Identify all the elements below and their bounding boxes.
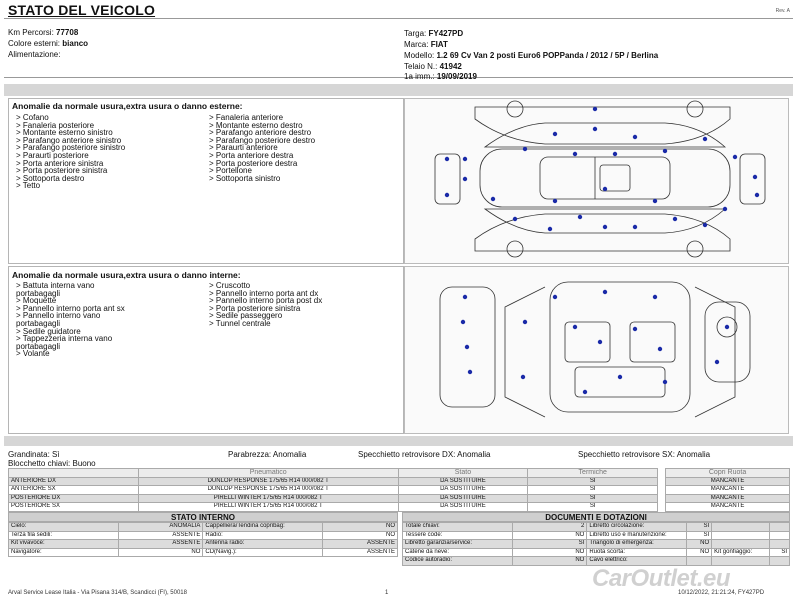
field-label: Terza fila sedili: <box>9 531 119 540</box>
table-row <box>403 557 790 566</box>
field-value: NO <box>687 540 712 549</box>
field-label <box>712 557 770 566</box>
field-label: Libretto uso e manutenzione: <box>587 531 687 540</box>
table-row <box>9 540 398 549</box>
field-label: Kit vivavoce: <box>9 540 119 549</box>
field-value: NO <box>512 548 587 557</box>
specchietto-dx-status: Specchietto retrovisore DX: Anomalia <box>358 450 491 459</box>
targa-label: Targa: <box>404 29 427 38</box>
field-value: SI <box>770 548 790 557</box>
tyre-state: DA SOSTITUIRE <box>398 486 528 495</box>
field-label: Cielo: <box>9 523 119 532</box>
documenti-title: DOCUMENTI E DOTAZIONI <box>402 512 790 522</box>
vehicle-info-box <box>4 18 793 78</box>
tyre-thermal: SI <box>528 486 658 495</box>
color-value: bianco <box>62 39 89 48</box>
km-value: 77708 <box>56 28 79 37</box>
tyre-cover: MANCANTE <box>666 486 790 495</box>
telaio-label: Telaio N.: <box>404 62 438 71</box>
field-label: Antenna radio: <box>203 540 323 549</box>
fuel-label: Alimentazione: <box>8 50 61 59</box>
table-row <box>403 540 790 549</box>
modello-label: Modello: <box>404 51 435 60</box>
tyre-state: DA SOSTITUIRE <box>398 477 528 486</box>
field-value: 2 <box>512 523 587 532</box>
table-row <box>403 523 790 532</box>
table-row <box>9 548 398 557</box>
imm-label: 1a imm.: <box>404 72 435 81</box>
field-label: Cavo elettrico: <box>587 557 687 566</box>
internal-car-diagram <box>404 266 789 434</box>
field-label <box>712 540 770 549</box>
damage-markers <box>445 107 759 231</box>
external-damage-title: Anomalie da normale usura,extra usura o danno esterne: <box>12 101 243 111</box>
interior-damage-markers <box>461 290 729 394</box>
table-row <box>9 486 790 495</box>
field-label: Ruota scorta: <box>587 548 687 557</box>
page-title: STATO DEL VEICOLO <box>8 2 156 18</box>
field-label: Libretto garanzia/service: <box>403 540 513 549</box>
separator-band <box>4 84 793 96</box>
table-row <box>403 548 790 557</box>
field-value: SI <box>687 531 712 540</box>
col-header-termiche: Termiche <box>528 469 658 478</box>
blocchetto-status: Blocchetto chiavi: Buono <box>8 459 96 468</box>
modello-value: 1.2 69 Cv Van 2 posti Euro6 POPPanda / 2012 / 5P / Berlina <box>436 51 659 60</box>
tyre-position: ANTERIORE DX <box>9 477 139 486</box>
tyre-position: POSTERIORE DX <box>9 494 139 503</box>
targa-value: FY427PD <box>428 29 464 38</box>
tyre-thermal: SI <box>528 477 658 486</box>
table-row <box>9 523 398 532</box>
telaio-value: 41942 <box>439 62 462 71</box>
targa-row <box>404 29 463 38</box>
col-header-copri-ruota: Copri Ruota <box>666 469 790 478</box>
col-header-blank <box>9 469 139 478</box>
field-label: Cappelliera/Tendina copribag: <box>203 523 323 532</box>
documenti-panel <box>402 512 790 566</box>
field-value: SI <box>512 540 587 549</box>
field-label <box>712 523 770 532</box>
grandinata-status: Grandinata: Sì <box>8 450 60 459</box>
col-header-pneumatico: Pneumatico <box>138 469 398 478</box>
internal-damage-panel <box>8 266 404 434</box>
tyre-model: PIRELLI WINTER 175/65 R14 000/082 T <box>138 503 398 512</box>
field-label: Libretto circolazione: <box>587 523 687 532</box>
field-label: Kit gonfiaggio: <box>712 548 770 557</box>
table-row <box>9 494 790 503</box>
car-interior-sketch <box>405 267 790 435</box>
tyre-state: DA SOSTITUIRE <box>398 494 528 503</box>
footer-timestamp: 10/12/2022, 21:21:24, FY427PD <box>678 590 765 596</box>
color-row <box>8 39 88 48</box>
tyre-thermal: SI <box>528 503 658 512</box>
tyres-table-wrap <box>8 468 790 512</box>
col-spacer <box>658 469 666 478</box>
field-value: NO <box>118 548 203 557</box>
tyre-model: PIRELLI WINTER 175/65 R14 000/082 T <box>138 494 398 503</box>
tyre-position: POSTERIORE SX <box>9 503 139 512</box>
color-label: Colore esterni: <box>8 39 61 48</box>
external-damage-list-right: > Fanaleria anteriore > Montante esterno destro > Parafango anteriore destro > Parafango posteriore destro > Paraurti anteriore > Porta anteriore destra > Porta posteriore destra > Portellone > Sottoporta sinistro <box>209 113 316 183</box>
field-label: Catene da neve: <box>403 548 513 557</box>
specchietto-sx-status: Specchietto retrovisore SX: Anomalia <box>578 450 711 459</box>
external-car-diagram <box>404 98 789 264</box>
marca-label: Marca: <box>404 40 429 49</box>
tyre-model: DUNLOP RESPONSE 175/65 R14 000/082 T <box>138 486 398 495</box>
footer-address: Arval Service Lease Italia - Via Pisana 314/B, Scandicci (FI), 50018 <box>8 590 187 596</box>
parabrezza-status: Parabrezza: Anomalia <box>228 450 307 459</box>
watermark-logo: CarOutlet.eu <box>592 565 731 592</box>
field-label: Tessere code: <box>403 531 513 540</box>
tyre-cover: MANCANTE <box>666 477 790 486</box>
field-value: ASSENTE <box>118 531 203 540</box>
table-row <box>403 531 790 540</box>
field-value: NO <box>512 531 587 540</box>
field-label: Radio: <box>203 531 323 540</box>
field-value <box>770 523 790 532</box>
field-value: NO <box>687 548 712 557</box>
tyre-state: DA SOSTITUIRE <box>398 503 528 512</box>
tyre-model: DUNLOP RESPONSE 175/65 R14 000/082 T <box>138 477 398 486</box>
field-value <box>770 540 790 549</box>
field-value <box>687 557 712 566</box>
field-value: NO <box>512 557 587 566</box>
field-value: NO <box>323 523 398 532</box>
table-row <box>9 503 790 512</box>
col-header-stato: Stato <box>398 469 528 478</box>
internal-damage-list-right: > Cruscotto > Pannello interno porta ant dx > Pannello interno porta post dx > Porta posteriore sinistra > Sedile passeggero > Tunnel centrale <box>209 281 323 328</box>
revision-label: Rev. A <box>775 8 790 14</box>
km-row <box>8 28 78 37</box>
field-value: NO <box>323 531 398 540</box>
separator-band-2 <box>4 436 793 446</box>
stato-interno-table <box>8 522 398 557</box>
field-label <box>712 531 770 540</box>
field-value: ASSENTE <box>323 548 398 557</box>
fuel-row <box>8 50 60 59</box>
stato-interno-title: STATO INTERNO <box>8 512 398 522</box>
field-value <box>770 557 790 566</box>
car-exterior-sketch <box>405 99 790 265</box>
field-label: CD(Navig.): <box>203 548 323 557</box>
external-damage-list-left: > Cofano > Fanaleria posteriore > Montante esterno sinistro > Parafango anteriore sinistro > Parafango posteriore sinistro > Paraurti posteriore > Porta anteriore sinistra > Porta posteriore sinistra > Sottoporta destro > Tetto <box>16 113 126 191</box>
telaio-row <box>404 62 462 71</box>
external-damage-panel <box>8 98 404 264</box>
internal-damage-title: Anomalie da normale usura,extra usura o danno interne: <box>12 270 241 280</box>
field-label: Totale chiavi: <box>403 523 513 532</box>
field-label: Navigatore: <box>9 548 119 557</box>
table-row <box>9 477 790 486</box>
table-row <box>9 531 398 540</box>
modello-row <box>404 51 658 60</box>
field-value: ASSENTE <box>323 540 398 549</box>
imm-value: 19/09/2019 <box>436 72 477 81</box>
km-label: Km Percorsi: <box>8 28 54 37</box>
internal-damage-list-left: > Battuta interna vano portabagagli > Moquette > Pannello interno porta ant sx > Pannello interno vano portabagagli > Sedile guidatore > Tappezzeria interna vano portabagagli > Volante <box>16 281 125 359</box>
documenti-table <box>402 522 790 566</box>
tyre-position: ANTERIORE SX <box>9 486 139 495</box>
field-value: ASSENTE <box>118 540 203 549</box>
tyre-thermal: SI <box>528 494 658 503</box>
tyre-cover: MANCANTE <box>666 503 790 512</box>
field-value: ANOMALIA <box>118 523 203 532</box>
field-label: Codice autoradio: <box>403 557 513 566</box>
tyres-table <box>8 468 790 512</box>
field-label: Triangolo di emergenza: <box>587 540 687 549</box>
field-value <box>770 531 790 540</box>
marca-value: FIAT <box>430 40 448 49</box>
stato-interno-panel <box>8 512 398 557</box>
immatricolazione-row <box>404 72 477 81</box>
field-value: SI <box>687 523 712 532</box>
marca-row <box>404 40 448 49</box>
tyre-cover: MANCANTE <box>666 494 790 503</box>
footer-page-number: 1 <box>385 590 389 596</box>
